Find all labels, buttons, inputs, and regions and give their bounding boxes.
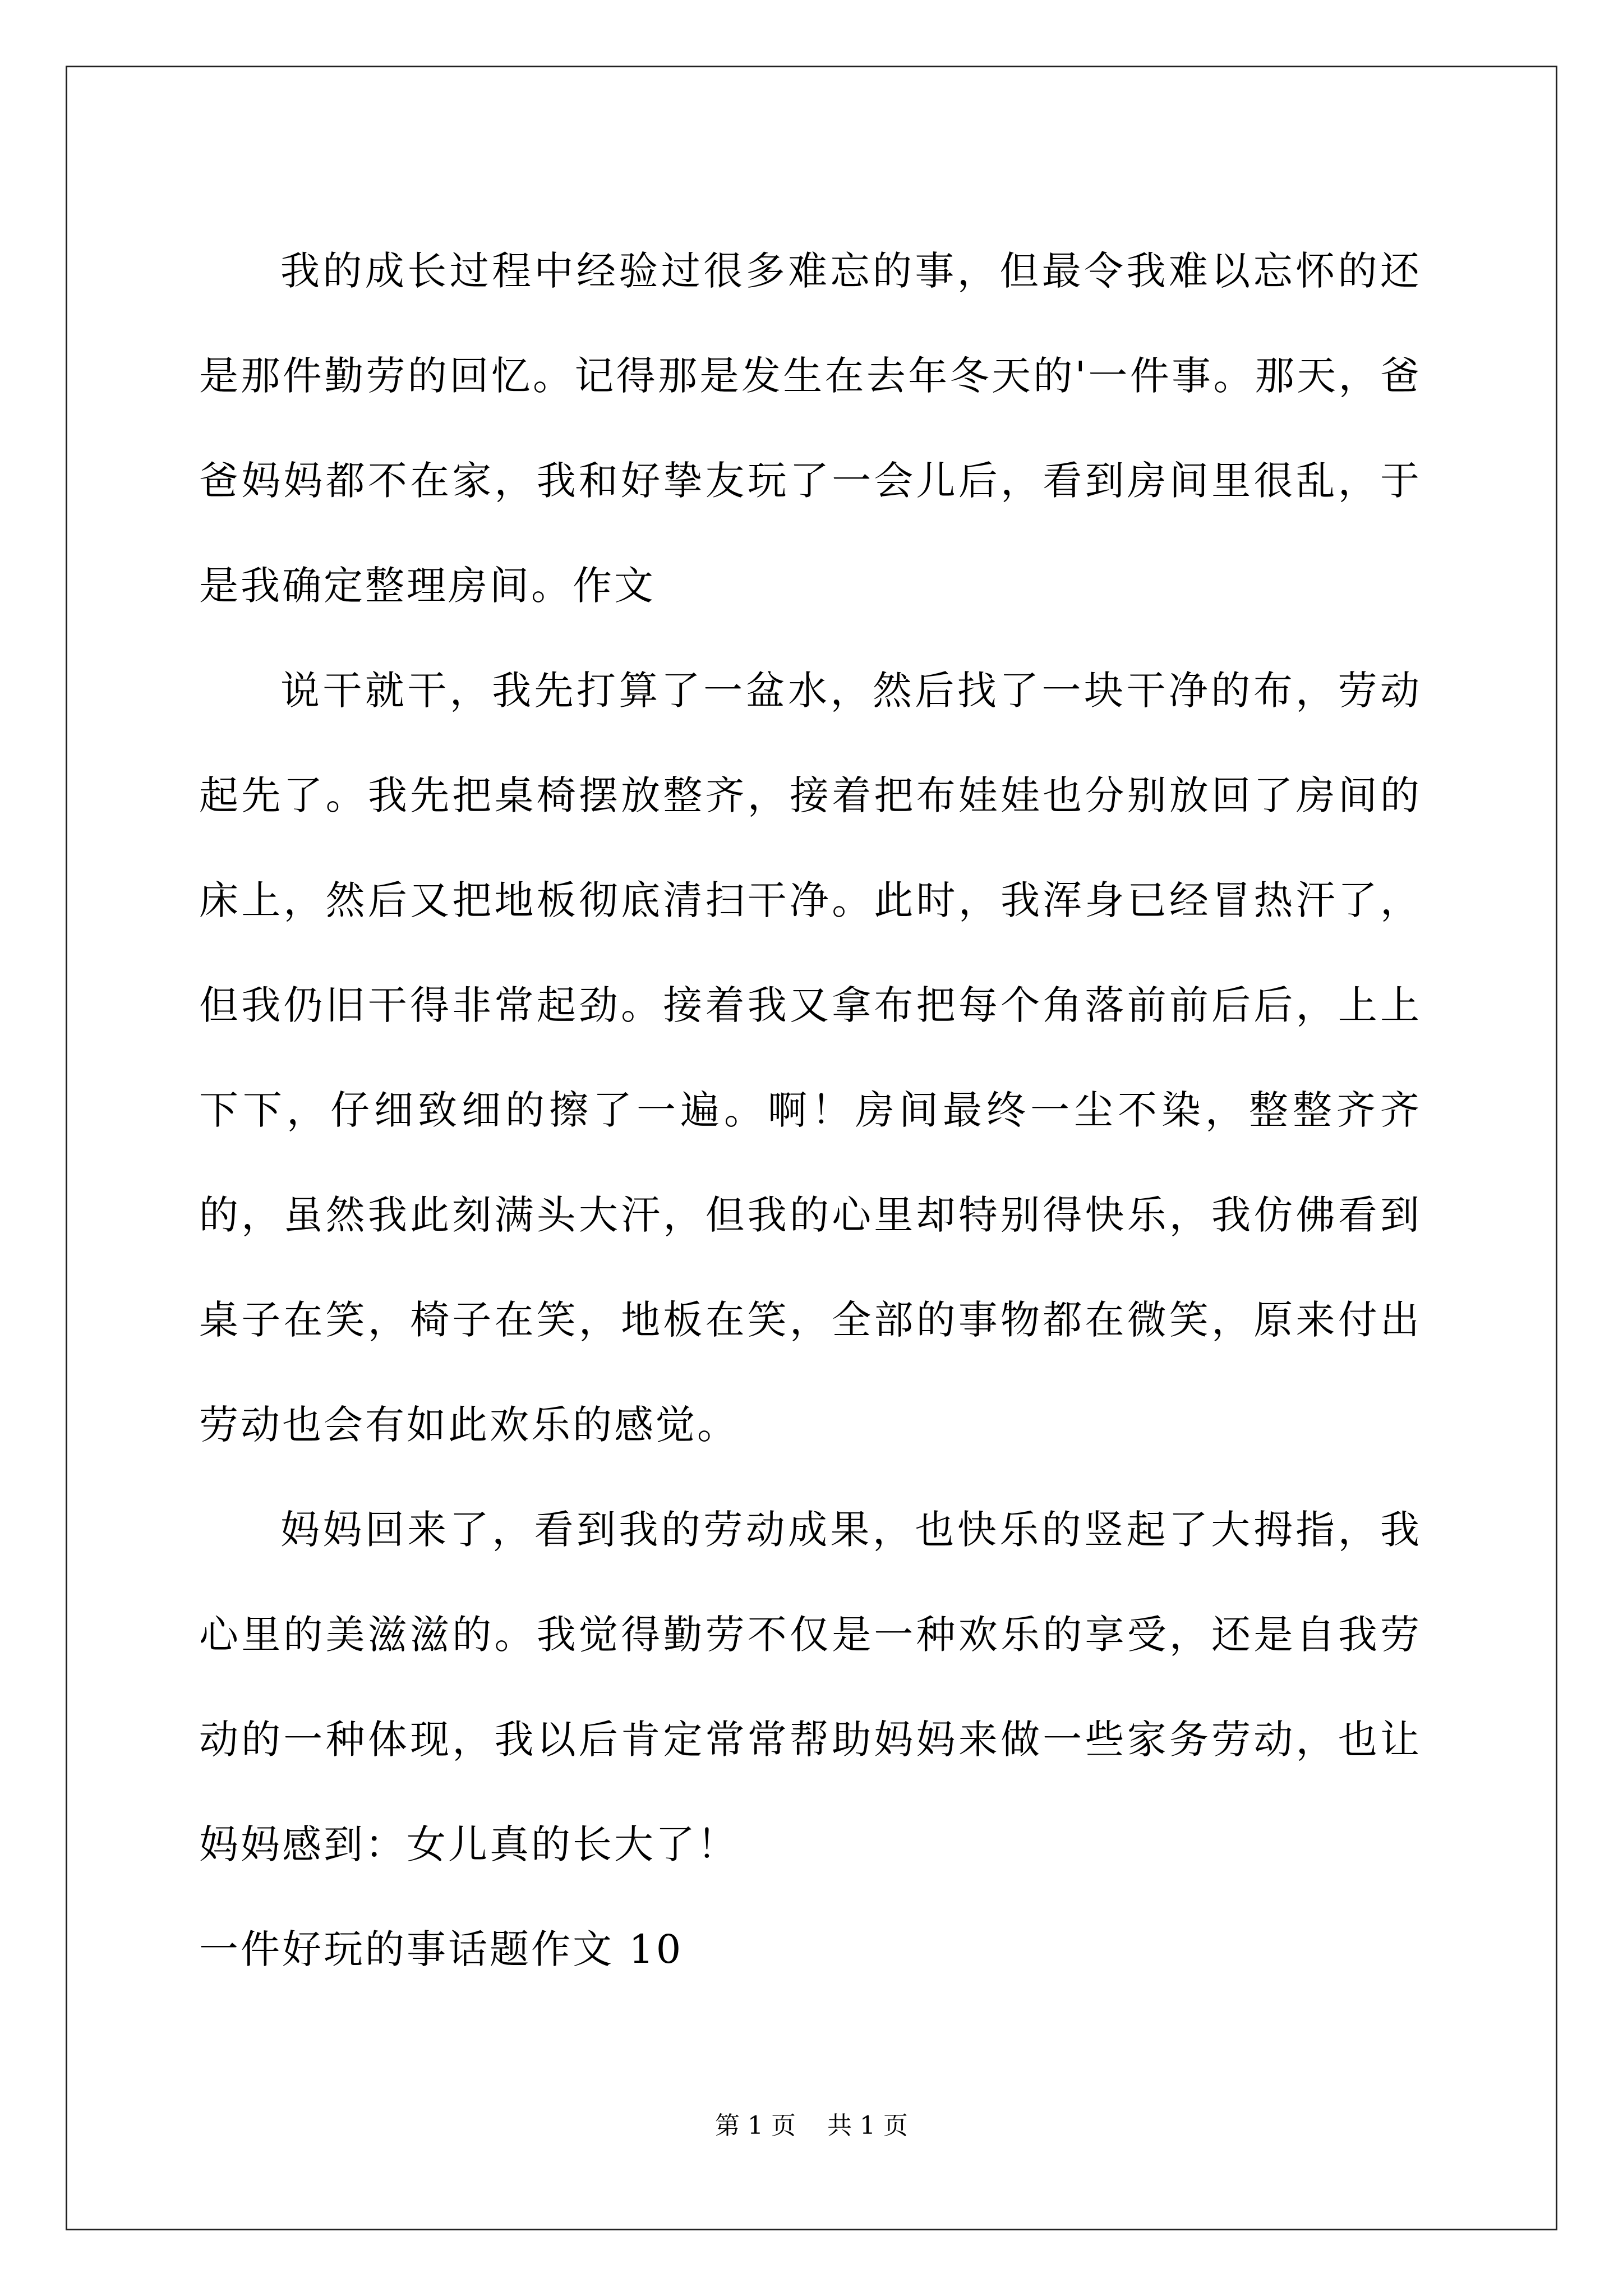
document-body — [199, 219, 1422, 2002]
next-essay-title: 一件好玩的事话题作文 10 — [199, 1926, 684, 1972]
page-footer: 第 1 页 共 1 页 — [715, 2111, 908, 2140]
paragraph-3: 妈妈回来了，看到我的劳动成果，也快乐的竖起了大拇指，我心里的美滋滋的。我觉得勤劳不仅是一种欢乐的享受，还是自我劳动的一种体现，我以后肯定常常帮助妈妈来做一些家务劳动，也让妈妈感到：女儿真的长大了！ — [199, 1507, 1422, 1867]
paragraph-1: 我的成长过程中经验过很多难忘的事，但最令我难以忘怀的还是那件勤劳的回忆。记得那是发生在去年冬天的'一件事。那天，爸爸妈妈都不在家，我和好挚友玩了一会儿后，看到房间里很乱，于是我确定整理房间。作文 — [199, 248, 1422, 609]
paragraph-2: 说干就干，我先打算了一盆水，然后找了一块干净的布，劳动起先了。我先把桌椅摆放整齐，接着把布娃娃也分别放回了房间的床上，然后又把地板彻底清扫干净。此时，我浑身已经冒热汗了，但我仍旧干得非常起劲。接着我又拿布把每个角落前前后后，上上下下，仔细致细的擦了一遍。啊！房间最终一尘不染，整整齐齐的，虽然我此刻满头大汗，但我的心里却特别得快乐，我仿佛看到桌子在笑，椅子在笑，地板在笑，全部的事物都在微笑，原来付出劳动也会有如此欢乐的感觉。 — [199, 668, 1422, 1448]
